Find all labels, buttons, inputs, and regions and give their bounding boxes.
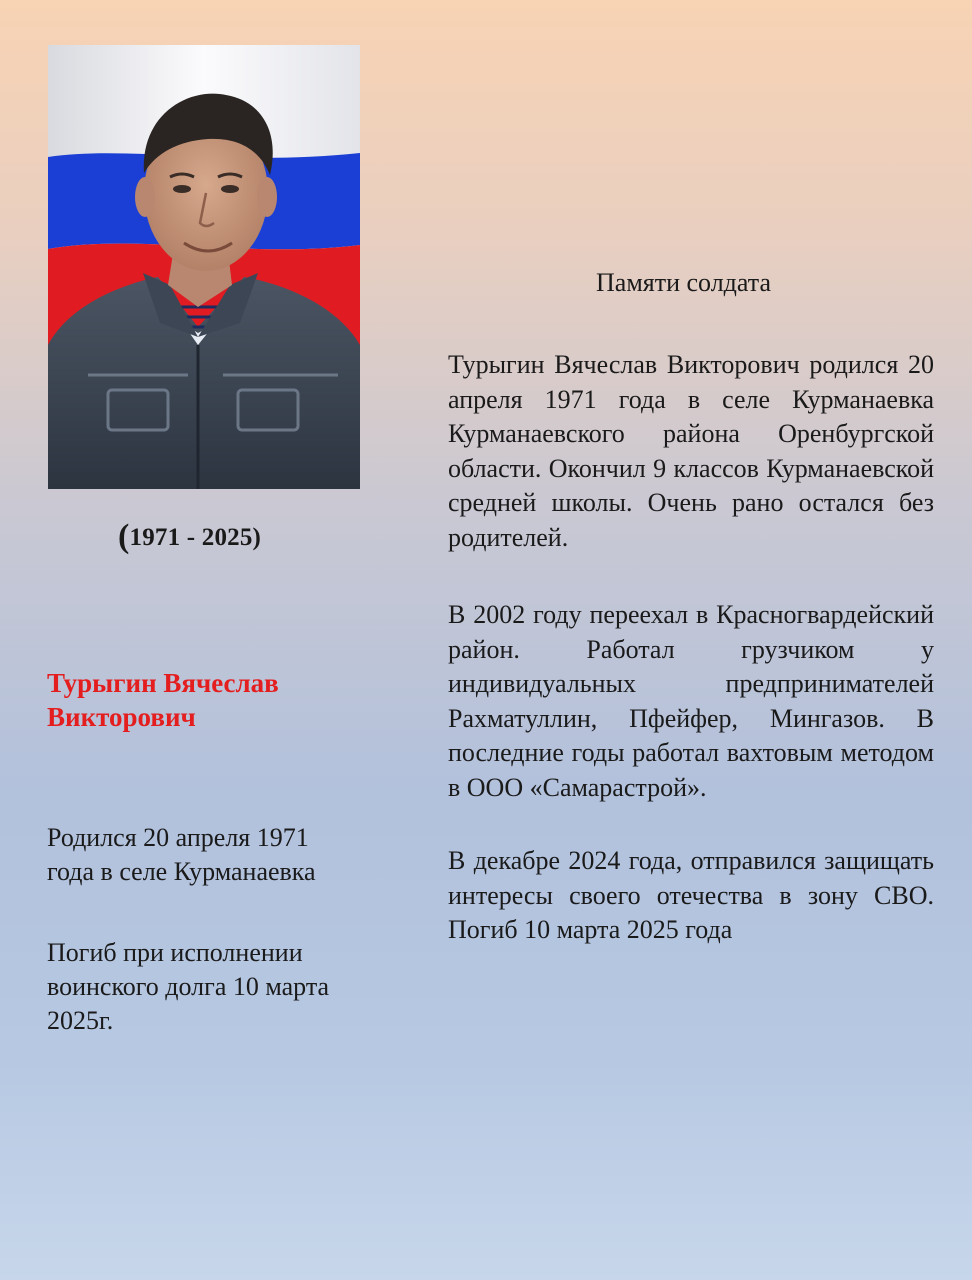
biography-paragraph: Турыгин Вячеслав Викторович родился 20 апреля 1971 года в селе Курманаевка Курманаевского района Оренбургской области. Окончил 9 классов Курманаевской средней школы. Очень рано остался без родителей.	[448, 350, 934, 552]
soldier-name: Турыгин Вячеслав Викторович	[47, 668, 279, 732]
memorial-title: Памяти солдата	[596, 268, 771, 297]
death-info: Погиб при исполнении воинского долга 10 марта 2025г.	[47, 938, 330, 1035]
biography-paragraph: В 2002 году переехал в Красногвардейский район. Работал грузчиком у индивидуальных предпринимателей Рахматуллин, Пфейфер, Мингазов. В последние годы работал вахтовым методом в ООО «Самарастрой».	[448, 600, 934, 802]
dates-open-paren: (	[118, 518, 130, 555]
portrait-image	[48, 45, 360, 489]
life-dates	[118, 518, 261, 556]
birth-info: Родился 20 апреля 1971 года в селе Курманаевка	[47, 823, 316, 886]
biography-paragraph: В декабре 2024 года, отправился защищать интересы своего отечества в зону СВО. Погиб 10 марта 2025 года	[448, 846, 934, 944]
dates-text: 1971 - 2025)	[129, 524, 262, 551]
soldier-portrait-photo	[48, 45, 360, 489]
